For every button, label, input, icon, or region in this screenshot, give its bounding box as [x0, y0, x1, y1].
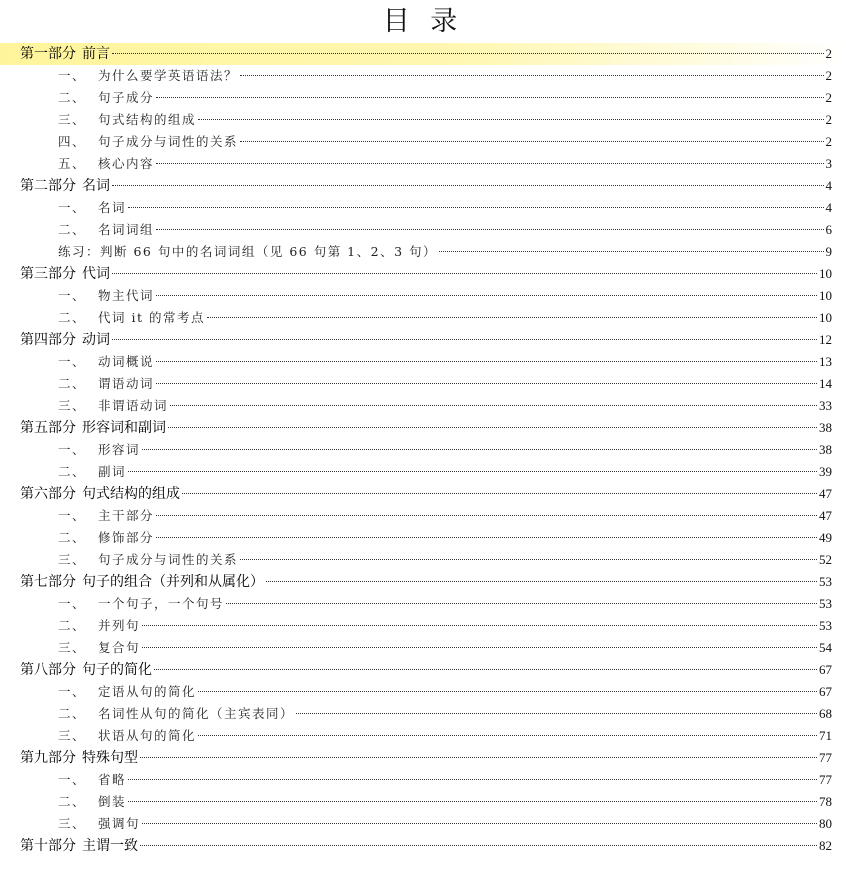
toc-page-number: 13	[819, 354, 832, 369]
toc-page-number: 4	[825, 178, 832, 193]
toc-page-number: 2	[825, 112, 832, 127]
toc-entry-number: 二、	[58, 90, 87, 105]
toc-entry-number: 第四部分	[20, 332, 76, 348]
toc-page-number: 38	[819, 442, 832, 457]
dot-leader	[112, 273, 817, 274]
toc-page-number: 3	[825, 156, 832, 171]
dot-leader	[112, 339, 817, 340]
toc-page-number: 71	[819, 728, 832, 743]
toc-entry-number: 第三部分	[20, 266, 76, 282]
toc-entry-number: 第二部分	[20, 178, 76, 194]
dot-leader	[156, 515, 817, 516]
toc-section-entry[interactable]	[0, 373, 846, 395]
toc-entry-number: 二、	[58, 794, 87, 809]
toc-page-number: 47	[819, 508, 832, 523]
toc-entry-text	[58, 65, 238, 87]
toc-section-entry[interactable]	[0, 505, 846, 527]
dot-leader	[198, 691, 817, 692]
toc-section-entry[interactable]	[0, 593, 846, 615]
toc-entry-text	[58, 725, 196, 747]
toc-page-number: 77	[819, 772, 832, 787]
dot-leader	[128, 801, 817, 802]
toc-entry-text	[58, 307, 205, 329]
dot-leader	[154, 669, 817, 670]
table-of-contents	[0, 43, 846, 857]
toc-entry-label: 非谓语动词	[98, 398, 169, 413]
toc-section-entry[interactable]	[0, 615, 846, 637]
dot-leader	[439, 251, 823, 252]
toc-page-number: 53	[819, 618, 832, 633]
dot-leader	[156, 295, 817, 296]
toc-page-number: 2	[825, 68, 832, 83]
toc-entry-label: 名词词组	[98, 222, 155, 237]
toc-entry-text	[58, 131, 238, 153]
toc-entry-text	[20, 659, 152, 681]
toc-entry-label: 形容词	[98, 442, 141, 457]
toc-section-entry[interactable]	[0, 197, 846, 219]
toc-entry-text	[58, 197, 126, 219]
toc-entry-text	[58, 791, 126, 813]
toc-entry-text	[58, 593, 224, 615]
toc-section-entry[interactable]	[0, 87, 846, 109]
toc-page-number: 2	[825, 90, 832, 105]
toc-entry-label: 一个句子，一个句号	[98, 596, 225, 611]
toc-page-number: 4	[825, 200, 832, 215]
toc-entry-number: 三、	[58, 816, 87, 831]
dot-leader	[296, 713, 817, 714]
toc-page-number: 67	[819, 684, 832, 699]
toc-entry-number: 二、	[58, 464, 87, 479]
toc-entry-text	[58, 681, 196, 703]
toc-part-entry[interactable]	[0, 175, 846, 197]
dot-leader	[198, 119, 823, 120]
toc-page-number: 9	[825, 244, 832, 259]
dot-leader	[140, 845, 817, 846]
dot-leader	[207, 317, 817, 318]
toc-entry-number: 三、	[58, 552, 87, 567]
toc-entry-number: 一、	[58, 772, 87, 787]
toc-part-entry[interactable]	[0, 483, 846, 505]
toc-entry-text	[20, 571, 264, 593]
toc-entry-number: 第十部分	[20, 838, 76, 854]
toc-part-entry[interactable]	[0, 835, 846, 857]
toc-page-number: 2	[825, 46, 832, 61]
dot-leader	[156, 537, 817, 538]
toc-entry-number: 一、	[58, 354, 87, 369]
toc-entry-label: 句子的简化	[82, 662, 152, 678]
toc-entry-number: 第九部分	[20, 750, 76, 766]
toc-entry-label: 核心内容	[98, 156, 155, 171]
toc-entry-label: 主干部分	[98, 508, 155, 523]
dot-leader	[240, 559, 817, 560]
toc-entry-text	[20, 483, 180, 505]
toc-page-number: 82	[819, 838, 832, 853]
toc-entry-text	[58, 549, 238, 571]
toc-entry-label: 强调句	[98, 816, 141, 831]
toc-entry-text	[58, 109, 196, 131]
toc-entry-number: 第一部分	[20, 46, 76, 62]
dot-leader	[240, 141, 823, 142]
toc-page-number: 68	[819, 706, 832, 721]
toc-section-entry[interactable]	[0, 813, 846, 835]
toc-entry-label: 句式结构的组成	[82, 486, 180, 502]
page-title: 目 录	[382, 6, 464, 37]
toc-entry-number: 二、	[58, 376, 87, 391]
toc-section-entry[interactable]	[0, 307, 846, 329]
dot-leader	[226, 603, 817, 604]
toc-page-number: 12	[819, 332, 832, 347]
toc-entry-label: 省略	[98, 772, 127, 787]
toc-part-entry[interactable]	[0, 417, 846, 439]
toc-entry-text	[58, 351, 154, 373]
dot-leader	[128, 779, 817, 780]
toc-entry-text	[58, 373, 154, 395]
toc-entry-text	[58, 219, 154, 241]
toc-page-number: 6	[825, 222, 832, 237]
toc-entry-label: 前言	[82, 46, 110, 62]
toc-entry-text	[20, 43, 110, 65]
toc-section-entry[interactable]	[0, 549, 846, 571]
dot-leader	[170, 405, 817, 406]
toc-entry-label: 并列句	[98, 618, 141, 633]
toc-entry-label: 副词	[98, 464, 127, 479]
toc-entry-text	[58, 285, 154, 307]
toc-entry-label: 动词	[82, 332, 110, 348]
toc-entry-label: 动词概说	[98, 354, 155, 369]
dot-leader	[112, 185, 824, 186]
toc-entry-text	[58, 395, 168, 417]
dot-leader	[140, 757, 817, 758]
toc-page-number: 54	[819, 640, 832, 655]
toc-entry-number: 二、	[58, 222, 87, 237]
toc-entry-label: 句子的组合（并列和从属化）	[82, 574, 264, 590]
toc-page-number: 67	[819, 662, 832, 677]
toc-page-number: 10	[819, 310, 832, 325]
dot-leader	[156, 163, 823, 164]
toc-part-entry[interactable]	[0, 571, 846, 593]
dot-leader	[142, 449, 817, 450]
dot-leader	[142, 823, 817, 824]
toc-entry-number: 二、	[58, 310, 87, 325]
toc-entry-number: 一、	[58, 68, 87, 83]
dot-leader	[182, 493, 817, 494]
toc-entry-number: 第五部分	[20, 420, 76, 436]
toc-entry-text	[58, 527, 154, 549]
toc-part-entry[interactable]	[0, 263, 846, 285]
dot-leader	[266, 581, 817, 582]
toc-section-entry[interactable]	[0, 285, 846, 307]
toc-entry-number: 一、	[58, 508, 87, 523]
toc-section-entry[interactable]	[0, 725, 846, 747]
toc-entry-label: 特殊句型	[82, 750, 138, 766]
toc-entry-text	[20, 835, 138, 857]
toc-section-entry[interactable]	[0, 527, 846, 549]
dot-leader	[156, 229, 823, 230]
dot-leader	[198, 735, 817, 736]
dot-leader	[168, 427, 817, 428]
toc-page-number: 52	[819, 552, 832, 567]
dot-leader	[240, 75, 823, 76]
toc-page-number: 2	[825, 134, 832, 149]
dot-leader	[142, 625, 817, 626]
toc-entry-text	[58, 769, 126, 791]
toc-section-entry[interactable]	[0, 153, 846, 175]
toc-entry-text	[20, 263, 110, 285]
toc-page-number: 78	[819, 794, 832, 809]
toc-entry-number: 一、	[58, 200, 87, 215]
toc-section-entry[interactable]	[0, 681, 846, 703]
toc-section-entry[interactable]	[0, 65, 846, 87]
toc-entry-label: 代词 it 的常考点	[98, 310, 205, 325]
toc-entry-text	[58, 703, 294, 725]
toc-entry-number: 一、	[58, 442, 87, 457]
toc-page-number: 47	[819, 486, 832, 501]
toc-entry-text	[58, 505, 154, 527]
toc-page-number: 53	[819, 596, 832, 611]
toc-entry-text	[58, 439, 140, 461]
toc-section-entry[interactable]	[0, 769, 846, 791]
toc-entry-number: 五、	[58, 156, 87, 171]
toc-entry-text	[58, 153, 154, 175]
toc-entry-text	[20, 329, 110, 351]
dot-leader	[156, 383, 817, 384]
toc-entry-text	[20, 175, 110, 197]
toc-page-number: 80	[819, 816, 832, 831]
toc-entry-number: 三、	[58, 398, 87, 413]
dot-leader	[156, 97, 823, 98]
toc-part-entry[interactable]	[0, 747, 846, 769]
toc-entry-label: 主谓一致	[82, 838, 138, 854]
toc-entry-number: 二、	[58, 530, 87, 545]
toc-entry-text	[20, 747, 138, 769]
dot-leader	[112, 53, 824, 54]
toc-entry-label: 句式结构的组成	[98, 112, 197, 127]
toc-entry-label: 修饰部分	[98, 530, 155, 545]
toc-entry-number: 一、	[58, 596, 87, 611]
toc-entry-label: 句子成分	[98, 90, 155, 105]
toc-entry-label: 定语从句的简化	[98, 684, 197, 699]
toc-page-number: 39	[819, 464, 832, 479]
toc-section-entry[interactable]	[0, 109, 846, 131]
toc-entry-label: 状语从句的简化	[98, 728, 197, 743]
toc-page-number: 38	[819, 420, 832, 435]
toc-page-number: 33	[819, 398, 832, 413]
toc-entry-number: 三、	[58, 640, 87, 655]
toc-entry-text	[58, 241, 437, 263]
toc-page-number: 10	[819, 288, 832, 303]
toc-entry-text	[58, 87, 154, 109]
toc-entry-label: 为什么要学英语语法？	[98, 68, 239, 83]
toc-page-number: 77	[819, 750, 832, 765]
toc-page-number: 14	[819, 376, 832, 391]
toc-section-entry[interactable]	[0, 219, 846, 241]
toc-entry-label: 句子成分与词性的关系	[98, 552, 239, 567]
toc-part-entry[interactable]	[0, 659, 846, 681]
toc-entry-number: 第六部分	[20, 486, 76, 502]
toc-page-number: 10	[819, 266, 832, 281]
toc-entry-text	[58, 461, 126, 483]
toc-entry-label: 代词	[82, 266, 110, 282]
toc-entry-number: 三、	[58, 112, 87, 127]
toc-entry-label: 倒装	[98, 794, 127, 809]
toc-entry-text	[20, 417, 166, 439]
toc-entry-number: 第七部分	[20, 574, 76, 590]
toc-entry-label: 名词	[98, 200, 127, 215]
toc-section-entry[interactable]	[0, 351, 846, 373]
toc-entry-number: 二、	[58, 618, 87, 633]
toc-entry-number: 四、	[58, 134, 87, 149]
toc-entry-label: 复合句	[98, 640, 141, 655]
toc-entry-text	[58, 813, 140, 835]
toc-part-entry[interactable]	[0, 43, 846, 65]
toc-page-number: 49	[819, 530, 832, 545]
toc-section-entry[interactable]	[0, 461, 846, 483]
toc-entry-number: 一、	[58, 288, 87, 303]
toc-entry-number: 第八部分	[20, 662, 76, 678]
toc-entry-label: 名词性从句的简化（主宾表同）	[98, 706, 295, 721]
toc-entry-text	[58, 637, 140, 659]
toc-entry-label: 练习：判断 66 句中的名词词组（见 66 句第 1、2、3 句）	[58, 244, 438, 259]
toc-entry-number: 二、	[58, 706, 87, 721]
toc-section-entry[interactable]	[0, 791, 846, 813]
toc-page-number: 53	[819, 574, 832, 589]
toc-section-entry[interactable]	[0, 703, 846, 725]
toc-entry-label: 名词	[82, 178, 110, 194]
dot-leader	[128, 207, 823, 208]
toc-entry-label: 句子成分与词性的关系	[98, 134, 239, 149]
toc-entry-number: 三、	[58, 728, 87, 743]
toc-entry-label: 谓语动词	[98, 376, 155, 391]
toc-entry-label: 物主代词	[98, 288, 155, 303]
toc-entry-number: 一、	[58, 684, 87, 699]
dot-leader	[156, 361, 817, 362]
dot-leader	[128, 471, 817, 472]
toc-entry-text	[58, 615, 140, 637]
toc-section-entry[interactable]	[0, 395, 846, 417]
toc-section-entry[interactable]	[0, 637, 846, 659]
toc-section-entry[interactable]	[0, 439, 846, 461]
toc-section-entry[interactable]	[0, 131, 846, 153]
toc-part-entry[interactable]	[0, 329, 846, 351]
toc-section-entry[interactable]	[0, 241, 846, 263]
dot-leader	[142, 647, 817, 648]
toc-entry-label: 形容词和副词	[82, 420, 166, 436]
